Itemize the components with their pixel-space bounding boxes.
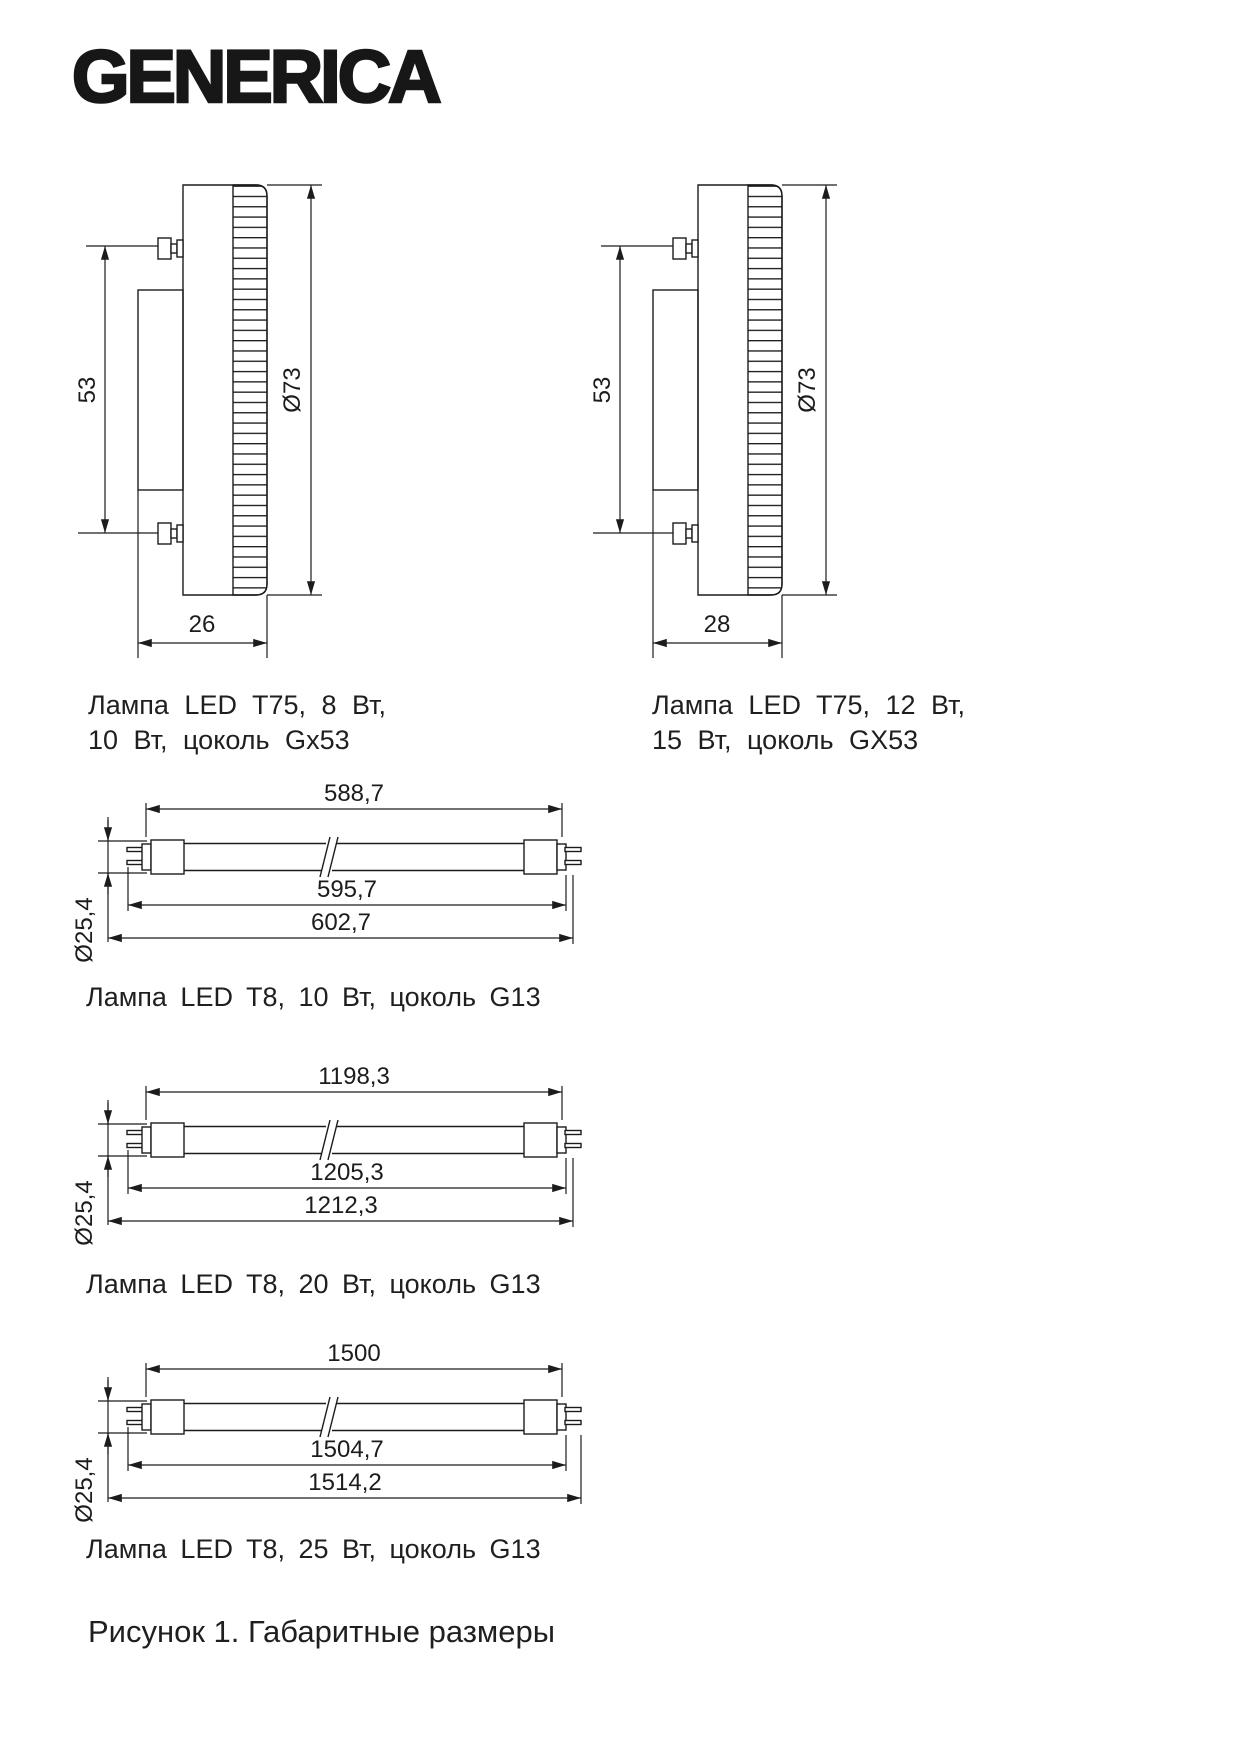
contact-pin-bottom	[673, 523, 698, 544]
tube-length-value: 588,7	[323, 780, 385, 807]
t8-drawing-2	[70, 1063, 610, 1258]
pin-left-top	[127, 1131, 143, 1135]
endcap-left	[151, 1400, 184, 1434]
back-housing	[653, 290, 698, 490]
endcap-right	[524, 840, 557, 874]
brand-logo: GENERICA	[72, 35, 439, 118]
height-value: 26	[188, 611, 216, 638]
dimension-tube-length	[146, 1063, 562, 1120]
diameter-value: Ø73	[794, 367, 821, 413]
dimension-length-over-caps	[128, 867, 566, 911]
diameter-value: Ø73	[279, 367, 306, 413]
gx53-caption-2-line1: Лампа LED T75, 12 Вт,	[652, 690, 966, 720]
pin-spacing-value: 53	[74, 376, 101, 404]
height-value: 28	[703, 611, 731, 638]
contact-pin-top	[673, 238, 698, 259]
pin-right-bottom	[565, 1421, 581, 1425]
t8-caption-3	[86, 1532, 541, 1567]
pin-left-top	[127, 1408, 143, 1412]
endcap-left	[151, 1123, 184, 1157]
t8-drawing-1	[70, 780, 610, 975]
dimension-diameter	[71, 1377, 147, 1523]
tube-lamp	[127, 1397, 581, 1437]
pin-spacing-value: 53	[589, 376, 616, 404]
dimension-diameter	[71, 817, 147, 963]
dimension-diameter	[71, 1100, 147, 1246]
overall-length-value: 602,7	[310, 909, 372, 936]
overall-length-value: 1212,3	[304, 1192, 378, 1219]
gx53-caption-2-line2: 15 Вт, цоколь GX53	[652, 725, 919, 755]
pin-right-top	[565, 1408, 581, 1412]
t8-caption-2-text: Лампа LED T8, 20 Вт, цоколь G13	[86, 1269, 541, 1299]
pin-left-bottom	[127, 861, 143, 865]
tube-length-value: 1500	[327, 1340, 381, 1367]
tube-length-value: 1198,3	[318, 1063, 390, 1090]
gx53-caption-1-line1: Лампа LED T75, 8 Вт,	[88, 690, 387, 720]
diameter-value: Ø25,4	[71, 1180, 98, 1246]
diameter-value: Ø25,4	[71, 1457, 98, 1523]
dimension-pin-spacing	[74, 246, 105, 533]
t8-drawing-3	[70, 1340, 610, 1535]
length-over-caps-value: 1504,7	[310, 1436, 384, 1463]
contact-pin-bottom	[158, 523, 183, 544]
pin-right-top	[565, 1131, 581, 1135]
pin-left-bottom	[127, 1421, 143, 1425]
dimension-pin-spacing	[589, 246, 620, 533]
tube-lamp	[127, 837, 581, 877]
t8-caption-3-text: Лампа LED T8, 25 Вт, цоколь G13	[86, 1534, 541, 1564]
dimension-length-over-caps	[128, 1150, 566, 1194]
gx53-caption-2	[652, 688, 965, 758]
heatsink-ribs	[748, 185, 782, 595]
t8-caption-1-text: Лампа LED T8, 10 Вт, цоколь G13	[86, 982, 541, 1012]
endcap-plate-left	[142, 844, 151, 870]
pin-right-top	[565, 848, 581, 852]
dimension-diameter	[267, 185, 322, 595]
endcap-left	[151, 840, 184, 874]
overall-length-value: 1514,2	[308, 1469, 382, 1496]
pin-right-bottom	[565, 861, 581, 865]
endcap-right	[524, 1400, 557, 1434]
dimension-diameter	[782, 185, 837, 595]
gx53-drawing-1	[70, 160, 330, 670]
length-over-caps-value: 595,7	[316, 876, 378, 903]
t8-caption-2	[86, 1267, 541, 1302]
dimension-length-over-caps	[128, 1427, 566, 1471]
endcap-plate-left	[142, 1404, 151, 1430]
pin-left-bottom	[127, 1144, 143, 1148]
endcap-right	[524, 1123, 557, 1157]
length-over-caps-value: 1205,3	[310, 1159, 384, 1186]
contact-pin-top	[158, 238, 183, 259]
tube-lamp	[127, 1120, 581, 1160]
gx53-drawing-2	[585, 160, 845, 670]
pin-right-bottom	[565, 1144, 581, 1148]
pin-left-top	[127, 848, 143, 852]
diameter-value: Ø25,4	[71, 897, 98, 963]
gx53-caption-1-line2: 10 Вт, цоколь Gx53	[88, 725, 350, 755]
endcap-plate-left	[142, 1127, 151, 1153]
t8-caption-1	[86, 980, 541, 1015]
heatsink-ribs	[233, 185, 267, 595]
figure-caption: Рисунок 1. Габаритные размеры	[88, 1614, 555, 1649]
gx53-caption-1	[88, 688, 386, 758]
dimension-tube-length	[146, 1340, 562, 1397]
back-housing	[138, 290, 183, 490]
dimension-tube-length	[146, 780, 562, 837]
